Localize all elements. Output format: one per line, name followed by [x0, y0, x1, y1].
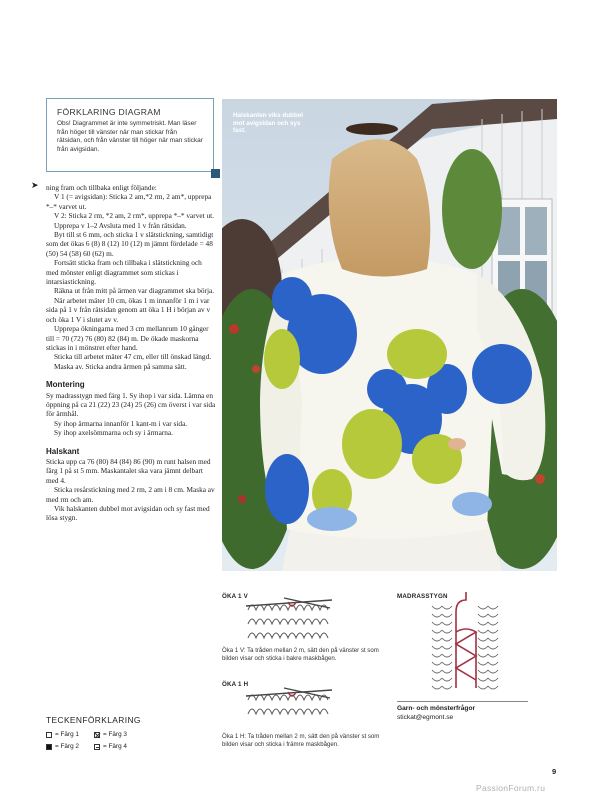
instruction-paragraph: Fortsätt sticka fram och tillbaka i slätstickning och med mönster enligt diagrammet som stickas i intarsiastickning. [46, 258, 202, 287]
info-box-title: FÖRKLARING DIAGRAM [57, 107, 161, 117]
black-square-icon [46, 744, 52, 750]
oka-1v-text: Öka 1 V: Ta tråden mellan 2 m, sätt den på vänster st som bilden visar och sticka i bakre maskbågen. [222, 647, 379, 662]
instruction-paragraph: Byt till st 6 mm, och sticka 1 v slätstickning, samtidigt som det ökas 6 (8) 8 (12) 10 (12) m jämnt fördelade = 48 (50) 54 (58) 60 (62) m. [46, 230, 214, 258]
oka-1v-title: ÖKA 1 V [222, 593, 248, 600]
montering-paragraph: Sy ihop ärmarna innanför 1 kant-m i var sida. [54, 418, 188, 428]
instruction-paragraph: Räkna ut från mitt på ärmen var diagrammet ska börja. [54, 286, 215, 296]
oka-1v-illustration [244, 596, 334, 644]
watermark-text: PassionForum.ru [476, 783, 546, 793]
legend-label: = Färg 3 [103, 731, 127, 738]
legend-label: = Färg 2 [55, 743, 79, 750]
legend-item-farg3 [94, 731, 142, 738]
oka-1h-title: ÖKA 1 H [222, 681, 249, 688]
madrasstygn-illustration [426, 592, 510, 696]
contact-email[interactable]: stickat@egmont.se [397, 714, 454, 721]
instruction-paragraph: Upprepa ökningarna med 3 cm mellanrum 10 gånger till = 70 (72) 76 (80) 82 (84) m. De ökade maskorna stickas in i mönstret efter hand. [46, 324, 209, 352]
halskant-paragraph: Vik halskanten dubbel mot avigsidan och sy fast med lösa stygn. [46, 504, 210, 523]
sweater-photo-illustration [222, 99, 557, 571]
continue-arrow-icon: ➤ [31, 181, 39, 191]
instruction-paragraph: När arbetet mäter 10 cm, ökas 1 m innanför 1 m i var sida på 1 v från rätsidan genom att öka 1 H i början av v och öka 1 V i slutet av v. [46, 295, 211, 324]
oka-1h-text: Öka 1 H: Ta tråden mellan 2 m, sätt den på vänster st som bilden visar och sticka i främre maskbågen. [222, 733, 380, 748]
legend-label: = Färg 1 [55, 731, 79, 738]
oka-1h-illustration [244, 684, 334, 724]
photo-caption: Halskanten viks dubbel mot avigsidan och sys fast. [233, 112, 303, 135]
montering-paragraph: Sy ihop axelsömmarna och sy i ärmarna. [54, 428, 173, 438]
instruction-paragraph: Maska av. Sticka andra ärmen på samma sätt. [54, 361, 187, 371]
info-box-text: Obs! Diagrammet är inte symmetriskt. Man läser från höger till vänster när man stickar från rätsidan, och från vänster till höger när man stickar från avigsidan. [57, 120, 203, 153]
contact-divider [397, 701, 528, 702]
instruction-paragraph: Sticka till arbetet mäter 47 cm, eller till önskad längd. [54, 352, 212, 362]
instruction-paragraph: V 1 (= avigsidan): Sticka 2 am,*2 rm, 2 am*, upprepa *–* varvet ut. [46, 192, 212, 211]
montering-heading: Montering [46, 380, 85, 390]
page-number: 9 [552, 767, 557, 776]
box-corner-accent [211, 169, 220, 178]
symbol-legend [46, 715, 196, 755]
x-square-icon [94, 732, 100, 738]
contact-info [397, 704, 475, 722]
sweater-photo [222, 99, 557, 571]
legend-item-farg2 [46, 743, 94, 750]
instructions-column [31, 181, 216, 523]
contact-title: Garn- och mönsterfrågor [397, 705, 476, 712]
white-square-icon [46, 732, 52, 738]
halskant-heading: Halskant [46, 446, 80, 456]
diagram-info-box [46, 98, 214, 172]
instruction-paragraph: Upprepa v 1–2 Avsluta med 1 v från rätsidan. [54, 220, 187, 230]
legend-label: = Färg 4 [103, 743, 127, 750]
halskant-paragraph: Sticka resårstickning med 2 rm, 2 am i 8 cm. Maska av med rm och am. [46, 485, 215, 504]
dash-square-icon [94, 744, 100, 750]
instruction-paragraph: V 2: Sticka 2 rm, *2 am, 2 rm*, upprepa *–* varvet ut. [54, 211, 214, 221]
halskant-paragraph: Sticka upp ca 76 (80) 84 (84) 86 (90) m runt halsen med färg 1 på st 5 mm. Maskantalet ska vara jämnt delbart med 4. [46, 456, 211, 485]
instruction-paragraph: ning fram och tillbaka enligt följande: [46, 183, 157, 192]
montering-paragraph: Sy madrasstygn med färg 1. Sy ihop i var sida. Lämna en öppning på ca 21 (22) 23 (24) 25 (26) cm överst i var sida för ärmhål. [46, 390, 216, 419]
legend-title: TECKENFÖRKLARING [46, 715, 141, 725]
legend-item-farg4 [94, 743, 142, 750]
legend-item-farg1 [46, 731, 94, 738]
madrasstygn-title: MADRASSTYGN [397, 593, 448, 600]
